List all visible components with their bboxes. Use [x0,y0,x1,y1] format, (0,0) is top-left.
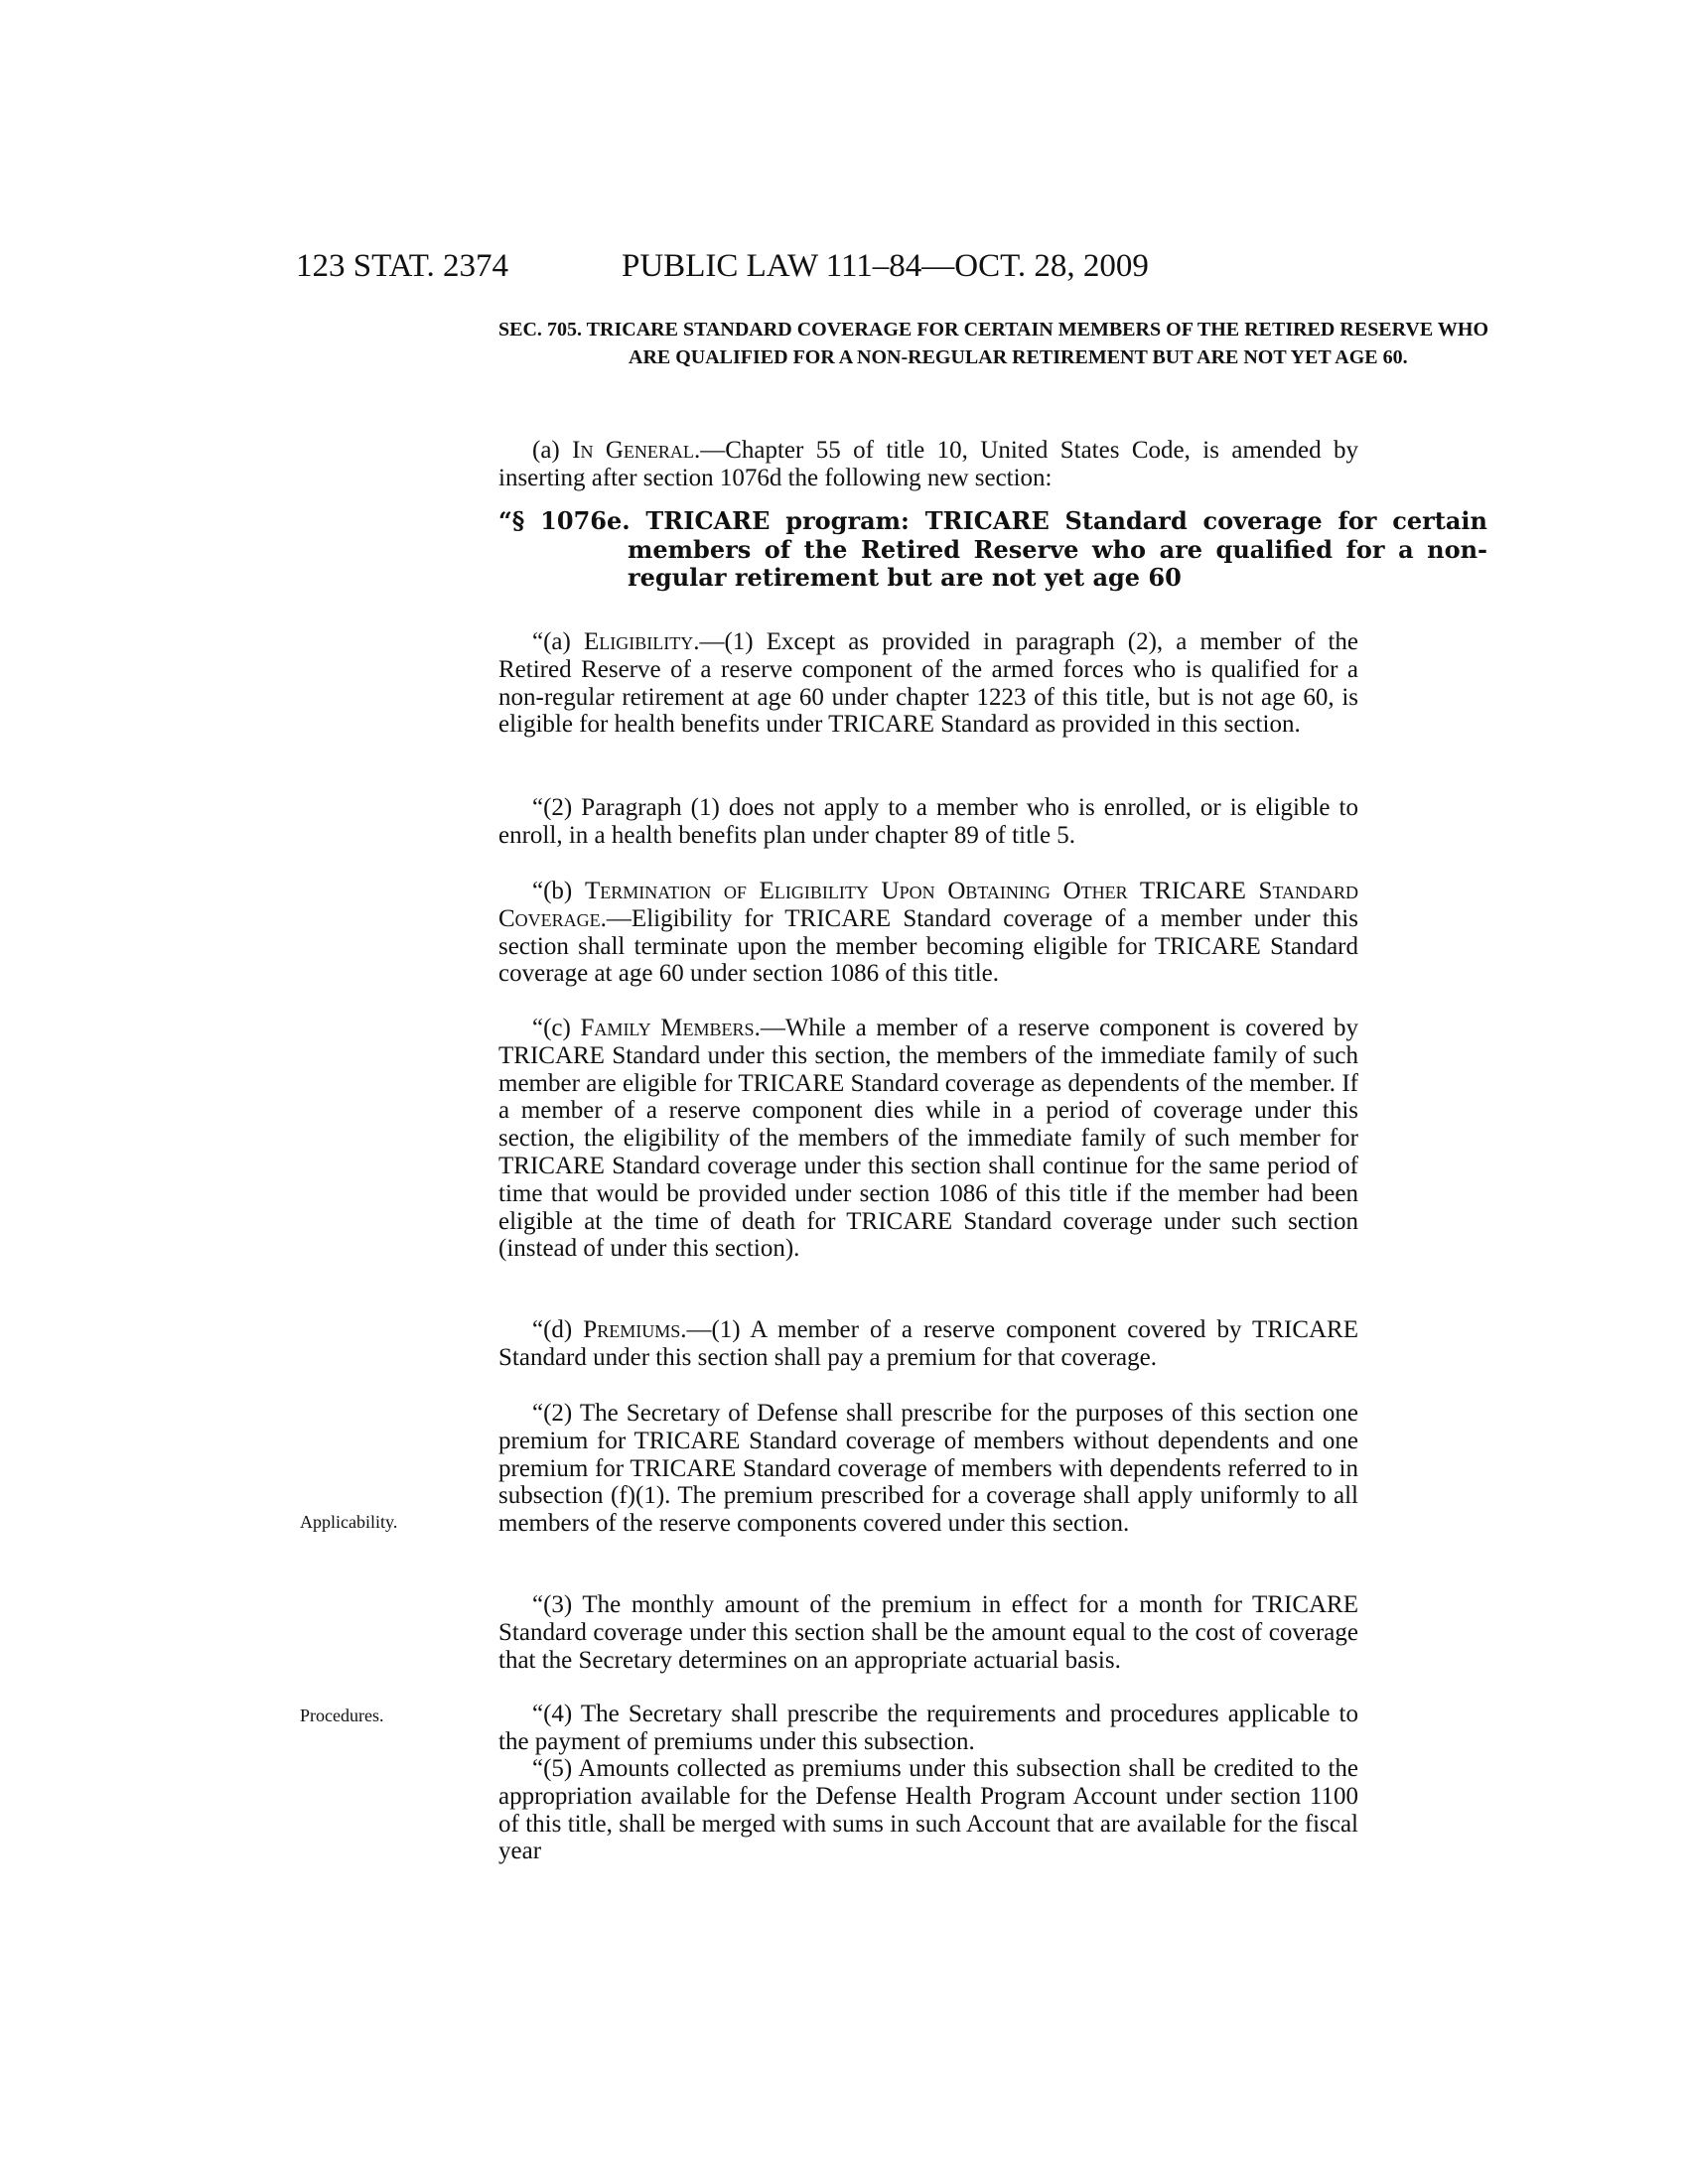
paragraph-d1-premiums [498,1316,1358,1372]
paragraph-b-termination [498,878,1358,988]
paragraph-d4: “(4) The Secretary shall prescribe the requirements and procedures applicable to the payment of premiums under this subsection. [498,1701,1358,1755]
new-section-heading: “§ 1076e. TRICARE program: TRICARE Standard coverage for certain members of the Retired Reserve who are qualified for a non-regular retirement but are not yet age 60 [498,506,1487,592]
paragraph-caption: In General [572,437,694,464]
paragraph-caption: Termination of Eligibility Upon Obtaining Other TRICARE Standard Coverage [498,878,1359,932]
paragraph-c-family-members [498,1015,1358,1263]
paragraph-prefix: “(b) [532,878,585,904]
paragraph-text: .—(1) A member of a reserve component covered by TRICARE Standard under this section shall pay a premium for that coverage. [498,1316,1358,1371]
margin-note-applicability: Applicability. [300,1512,398,1532]
stat-page-number: 123 STAT. 2374 [296,248,509,284]
page-header [296,248,1360,298]
paragraph-in-general [498,437,1358,492]
section-heading: SEC. 705. TRICARE STANDARD COVERAGE FOR CERTAIN MEMBERS OF THE RETIRED RESERVE WHO ARE QUALIFIED FOR A NON-REGULAR RETIREMENT BUT ARE NOT YET AGE 60. [498,319,1488,368]
margin-note-procedures: Procedures. [300,1706,384,1725]
paragraph-a2: “(2) Paragraph (1) does not apply to a member who is enrolled, or is eligible to enroll, in a health benefits plan under chapter 89 of title 5. [498,794,1358,849]
public-law-title: PUBLIC LAW 111–84—OCT. 28, 2009 [622,248,1149,284]
paragraph-caption: Family Members [580,1015,755,1041]
paragraph-a1-eligibility [498,628,1358,739]
paragraph-text: .—Eligibility for TRICARE Standard coverage of a member under this section shall terminate upon the member becoming eligible for TRICARE Standard coverage at age 60 under section 1086 of this title. [498,904,1358,988]
paragraph-text: .—Chapter 55 of title 10, United States Code, is amended by inserting after section 1076d the following new section: [498,437,1358,491]
paragraph-text: .—(1) Except as provided in paragraph (2), a member of the Retired Reserve of a reserve component of the armed forces who is qualified for a non-regular retirement at age 60 under chapter 1223 of this title, but is not age 60, is eligible for health benefits under TRICARE Standard as provided in this section. [498,628,1359,739]
paragraph-d2: “(2) The Secretary of Defense shall prescribe for the purposes of this section one premium for TRICARE Standard coverage of members without dependents and one premium for TRICARE Standard coverage of members with dependents referred to in subsection (f)(1). The premium prescribed for a coverage shall apply uniformly to all members of the reserve components covered under this section. [498,1400,1358,1538]
paragraph-d5: “(5) Amounts collected as premiums under this subsection shall be credited to the appropriation available for the Defense Health Program Account under section 1100 of this title, shall be merged with sums in such Account that are available for the fiscal year [498,1755,1358,1865]
paragraph-caption: Eligibility [583,628,694,655]
paragraph-prefix: “(c) [532,1015,581,1041]
paragraph-caption: Premiums [583,1316,681,1343]
paragraph-prefix: “(d) [532,1316,584,1343]
paragraph-d3: “(3) The monthly amount of the premium in effect for a month for TRICARE Standard coverage under this section shall be the amount equal to the cost of coverage that the Secretary determines on an appropriate actuarial basis. [498,1591,1358,1674]
paragraph-prefix: (a) [532,437,573,464]
paragraph-text: .—While a member of a reserve component is covered by TRICARE Standard under this section, the members of the immediate family of such member are eligible for TRICARE Standard coverage as dependents of the member. If a member of a reserve component dies while in a period of coverage under this section, the eligibility of the members of the immediate family of such member for TRICARE Standard coverage under this section shall continue for the same period of time that would be provided under section 1086 of this title if the member had been eligible at the time of death for TRICARE Standard coverage under such section (instead of under this section). [498,1015,1359,1263]
paragraph-prefix: “(a) [532,628,584,655]
